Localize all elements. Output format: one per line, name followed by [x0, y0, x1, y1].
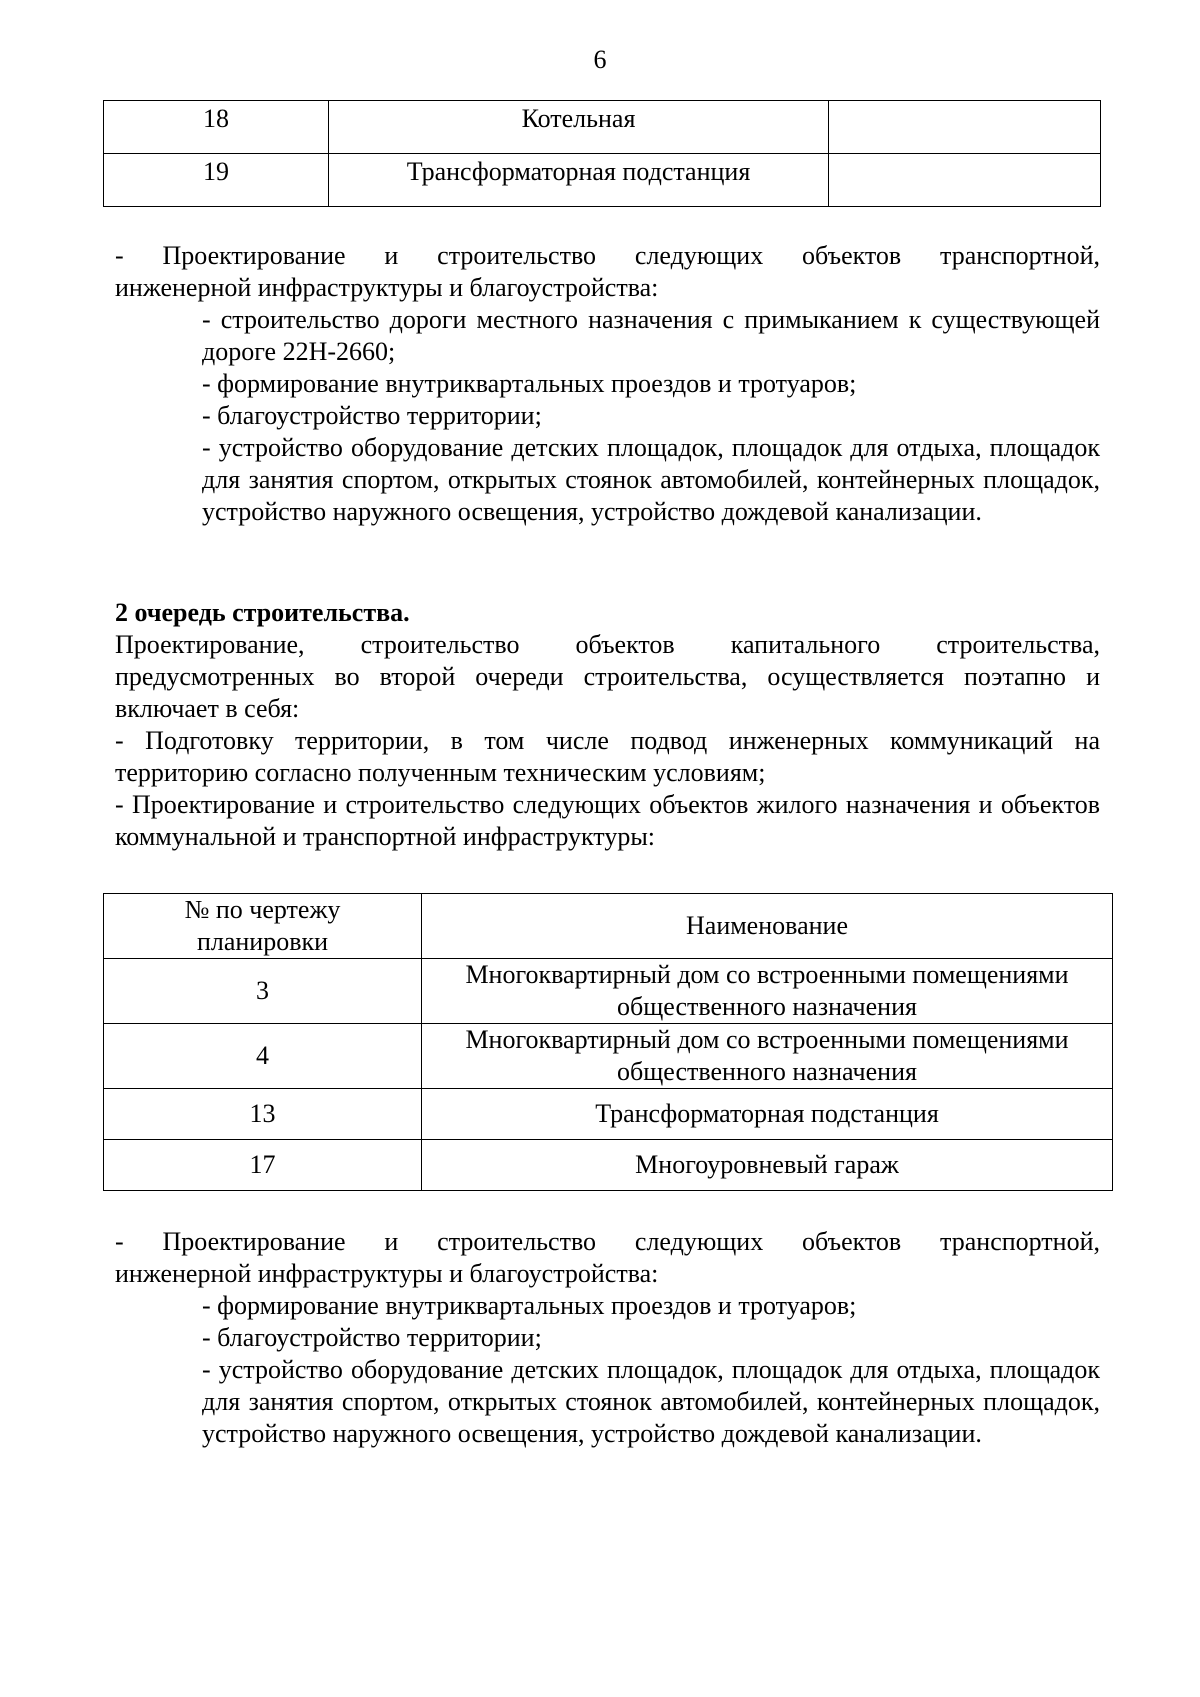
paragraph: - Проектирование и строительство следующих объектов жилого назначения и объектов коммунальной и транспортной инфраструктуры: — [115, 790, 1100, 851]
table-row — [104, 1024, 1113, 1089]
table-cell-name: Многоквартирный дом со встроенными помещениями общественного назначения — [422, 959, 1113, 1024]
list-item: - устройство оборудование детских площадок, площадок для отдыха, площадок для занятия спортом, открытых стоянок автомобилей, контейнерных площадок, устройство наружного освещения, устройство дождевой канализации. — [202, 433, 1100, 526]
table-row — [104, 101, 1101, 154]
table-cell-number: 17 — [104, 1140, 422, 1191]
table-header-row — [104, 894, 1113, 959]
section-infrastructure-stage1 — [115, 240, 1100, 528]
list-item: - благоустройство территории; — [202, 1323, 542, 1352]
paragraph: Проектирование, строительство объектов капитального строительства, предусмотренных во второй очереди строительства, осуществляется поэтапно и включает в себя: — [115, 630, 1100, 723]
table-cell-number: 4 — [104, 1024, 422, 1089]
table-header-name: Наименование — [422, 894, 1113, 959]
table-cell-name: Трансформаторная подстанция — [422, 1089, 1113, 1140]
table-row — [104, 959, 1113, 1024]
section-stage2 — [115, 597, 1100, 853]
table-cell-name: Трансформаторная подстанция — [329, 154, 829, 207]
list-item: - строительство дороги местного назначения с примыканием к существующей дороге 22Н-2660; — [202, 305, 1100, 366]
table-cell-empty — [829, 101, 1101, 154]
table-cell-number: 19 — [104, 154, 329, 207]
list-item: - устройство оборудование детских площадок, площадок для отдыха, площадок для занятия спортом, открытых стоянок автомобилей, контейнерных площадок, устройство наружного освещения, устройство дождевой канализации. — [202, 1355, 1100, 1448]
table-row — [104, 154, 1101, 207]
page-number: 6 — [593, 45, 607, 74]
table-row — [104, 1140, 1113, 1191]
table-cell-number: 13 — [104, 1089, 422, 1140]
item-list — [202, 304, 1100, 528]
table-cell-name: Котельная — [329, 101, 829, 154]
section-intro-line: инженерной инфраструктуры и благоустройства: — [115, 273, 659, 302]
objects-table-continued — [103, 100, 1101, 207]
paragraph: - Подготовку территории, в том числе подвод инженерных коммуникаций на территорию согласно полученным техническим условиям; — [115, 726, 1100, 787]
section-intro-line: - Проектирование и строительство следующих объектов транспортной, — [115, 1227, 1100, 1256]
section-intro-line: - Проектирование и строительство следующих объектов транспортной, — [115, 241, 1100, 270]
item-list — [202, 1290, 1100, 1450]
table-header-number: № по чертежу планировки — [104, 894, 422, 959]
table-cell-empty — [829, 154, 1101, 207]
section-infrastructure-stage2 — [115, 1226, 1100, 1450]
table-cell-number: 3 — [104, 959, 422, 1024]
list-item: - благоустройство территории; — [202, 401, 542, 430]
table-row — [104, 1089, 1113, 1140]
table-cell-number: 18 — [104, 101, 329, 154]
table-cell-name: Многоуровневый гараж — [422, 1140, 1113, 1191]
section-heading: 2 очередь строительства. — [115, 598, 410, 627]
list-item: - формирование внутриквартальных проездов и тротуаров; — [202, 1291, 857, 1320]
table-cell-name: Многоквартирный дом со встроенными помещениями общественного назначения — [422, 1024, 1113, 1089]
objects-table-stage2 — [103, 893, 1113, 1191]
list-item: - формирование внутриквартальных проездов и тротуаров; — [202, 369, 857, 398]
section-intro-line: инженерной инфраструктуры и благоустройства: — [115, 1259, 659, 1288]
